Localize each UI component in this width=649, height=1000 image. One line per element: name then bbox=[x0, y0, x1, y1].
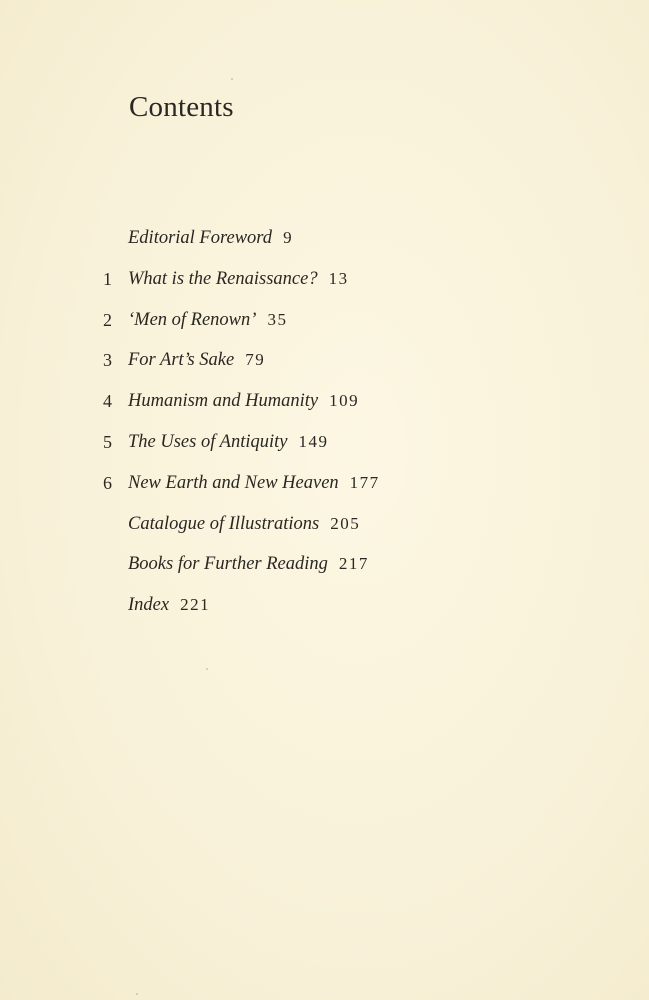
chapter-number: 1 bbox=[103, 268, 112, 289]
entry-title: Catalogue of Illustrations bbox=[128, 513, 320, 534]
toc-entry-chapter-5 bbox=[0, 422, 649, 463]
entry-page-number: 9 bbox=[283, 228, 294, 247]
toc-entry-catalogue-of-illustrations bbox=[0, 504, 649, 545]
paper-speck bbox=[206, 668, 208, 670]
entry-title: ‘Men of Renown’ bbox=[128, 309, 257, 330]
entry-page-number: 109 bbox=[329, 391, 360, 411]
entry-page-number: 217 bbox=[338, 554, 369, 574]
chapter-number: 2 bbox=[103, 309, 112, 330]
toc-entry-index bbox=[0, 585, 649, 626]
entry-page-number: 205 bbox=[330, 513, 361, 533]
entry-title: The Uses of Antiquity bbox=[128, 431, 288, 452]
toc-entry-editorial-foreword bbox=[0, 218, 649, 259]
entry-title: Books for Further Reading bbox=[128, 554, 328, 575]
entry-title: Editorial Foreword bbox=[128, 228, 273, 248]
entry-page-number: 79 bbox=[245, 350, 266, 370]
toc-entry-books-for-further-reading bbox=[0, 544, 649, 585]
chapter-number: 6 bbox=[103, 472, 112, 493]
chapter-number: 5 bbox=[103, 431, 112, 452]
toc-entry-chapter-4 bbox=[0, 381, 649, 422]
entry-title: Humanism and Humanity bbox=[128, 391, 319, 412]
toc-entry-chapter-3 bbox=[0, 340, 649, 381]
toc-entry-chapter-2 bbox=[0, 300, 649, 341]
page-title: Contents bbox=[129, 91, 234, 123]
paper-speck bbox=[231, 78, 233, 80]
entry-title: What is the Renaissance? bbox=[128, 268, 318, 289]
table-of-contents bbox=[0, 218, 649, 626]
chapter-number: 4 bbox=[103, 391, 112, 412]
chapter-number: 3 bbox=[103, 350, 112, 371]
entry-page-number: 177 bbox=[349, 472, 380, 492]
entry-title: For Art’s Sake bbox=[128, 350, 235, 371]
entry-page-number: 149 bbox=[298, 431, 329, 451]
entry-page-number: 13 bbox=[328, 268, 349, 288]
entry-title: New Earth and New Heaven bbox=[128, 472, 339, 493]
entry-page-number: 221 bbox=[180, 595, 211, 615]
paper-speck bbox=[136, 993, 138, 995]
entry-title: Index bbox=[128, 595, 170, 616]
toc-entry-chapter-1 bbox=[0, 259, 649, 300]
toc-entry-chapter-6 bbox=[0, 463, 649, 504]
entry-page-number: 35 bbox=[267, 309, 288, 329]
